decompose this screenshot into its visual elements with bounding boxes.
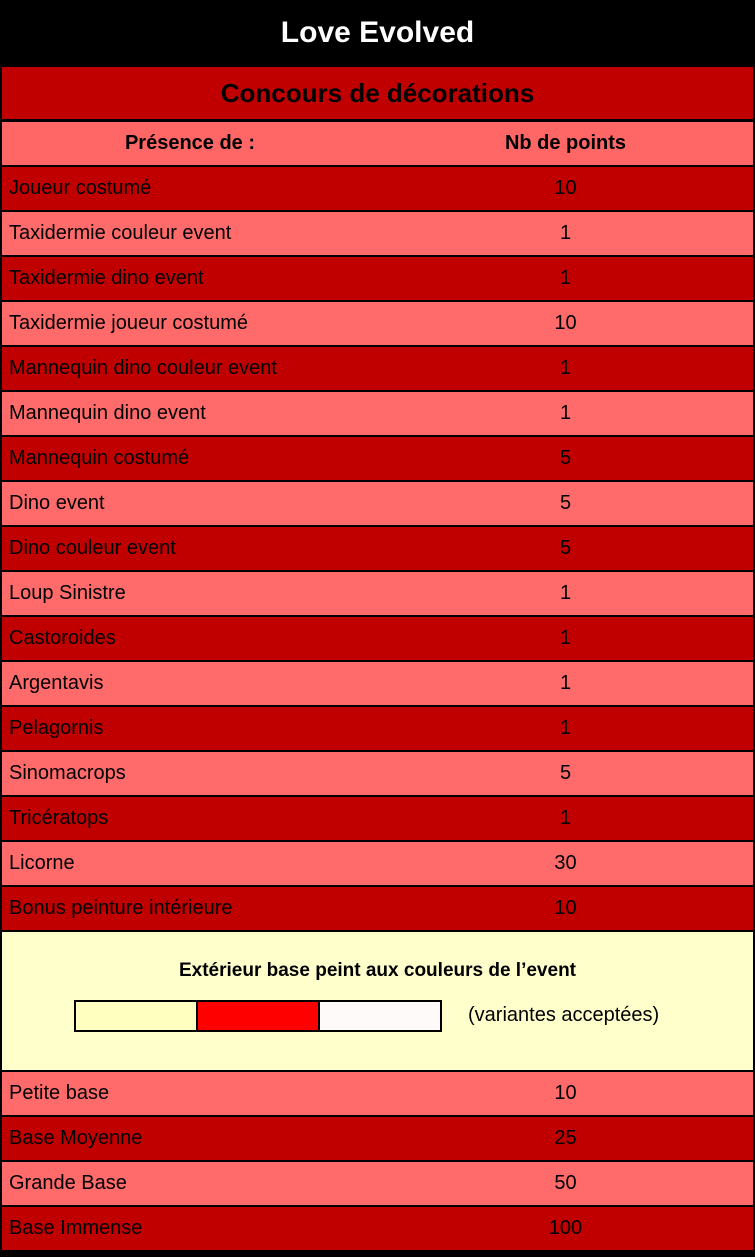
table-row — [2, 842, 753, 885]
table-row — [2, 302, 753, 345]
table-row — [2, 572, 753, 615]
row-points: 10 — [554, 312, 577, 334]
row-points: 50 — [554, 1172, 577, 1194]
table-row — [2, 347, 753, 390]
row-points: 1 — [559, 582, 572, 604]
table-row — [2, 617, 753, 660]
row-label: Pelagornis — [9, 717, 104, 739]
row-points: 1 — [559, 807, 572, 829]
table-row — [2, 257, 753, 300]
page-title: Love Evolved — [2, 2, 753, 64]
row-label: Castoroides — [9, 627, 116, 649]
row-label: Argentavis — [9, 672, 104, 694]
table-row — [2, 797, 753, 840]
table-row — [2, 437, 753, 480]
table-row — [2, 167, 753, 210]
row-points: 1 — [559, 672, 572, 694]
row-points: 1 — [559, 627, 572, 649]
row-points: 1 — [559, 717, 572, 739]
row-label: Loup Sinistre — [9, 582, 126, 604]
table-row — [2, 707, 753, 750]
exterior-paint-section — [2, 932, 753, 1070]
row-points: 5 — [559, 492, 572, 514]
row-points: 10 — [554, 1082, 577, 1104]
row-points: 1 — [559, 267, 572, 289]
table-row — [2, 527, 753, 570]
table-row — [2, 392, 753, 435]
page-subtitle: Concours de décorations — [2, 67, 753, 119]
table-row — [2, 1207, 753, 1250]
table-row — [2, 482, 753, 525]
row-label: Dino event — [9, 492, 105, 514]
table-row — [2, 1117, 753, 1160]
row-label: Mannequin dino couleur event — [9, 357, 277, 379]
color-swatch-yellow — [76, 1002, 196, 1030]
row-label: Base Immense — [9, 1217, 143, 1239]
row-label: Taxidermie joueur costumé — [9, 312, 248, 334]
row-label: Licorne — [9, 852, 75, 874]
table-row — [2, 662, 753, 705]
row-label: Joueur costumé — [9, 177, 152, 199]
row-label: Bonus peinture intérieure — [9, 897, 233, 919]
base-rows — [2, 1072, 753, 1250]
row-label: Petite base — [9, 1082, 110, 1104]
row-points: 10 — [554, 897, 577, 919]
row-points: 5 — [559, 537, 572, 559]
row-label: Sinomacrops — [9, 762, 126, 784]
row-points: 1 — [559, 402, 572, 424]
color-swatch-red — [196, 1002, 318, 1030]
variants-note: (variantes acceptées) — [468, 1004, 660, 1026]
table-row — [2, 1072, 753, 1115]
row-label: Mannequin dino event — [9, 402, 206, 424]
row-label: Grande Base — [9, 1172, 127, 1194]
column-header-points: Nb de points — [504, 132, 627, 154]
row-points: 5 — [559, 762, 572, 784]
row-points: 10 — [554, 177, 577, 199]
row-label: Dino couleur event — [9, 537, 176, 559]
row-label: Mannequin costumé — [9, 447, 190, 469]
row-label: Base Moyenne — [9, 1127, 143, 1149]
event-color-swatches — [74, 1000, 442, 1032]
column-header-presence: Présence de : — [124, 132, 256, 154]
row-label: Taxidermie dino event — [9, 267, 204, 289]
table-row — [2, 212, 753, 255]
decoration-rows — [2, 167, 753, 930]
row-points: 1 — [559, 222, 572, 244]
row-points: 25 — [554, 1127, 577, 1149]
row-label: Tricératops — [9, 807, 109, 829]
table-row — [2, 752, 753, 795]
table-row — [2, 887, 753, 930]
exterior-paint-title: Extérieur base peint aux couleurs de l’event — [178, 960, 577, 981]
row-label: Taxidermie couleur event — [9, 222, 232, 244]
row-points: 30 — [554, 852, 577, 874]
table-row — [2, 1162, 753, 1205]
color-swatch-white — [318, 1002, 440, 1030]
row-points: 100 — [548, 1217, 583, 1239]
row-points: 5 — [559, 447, 572, 469]
table-header — [2, 122, 753, 165]
row-points: 1 — [559, 357, 572, 379]
